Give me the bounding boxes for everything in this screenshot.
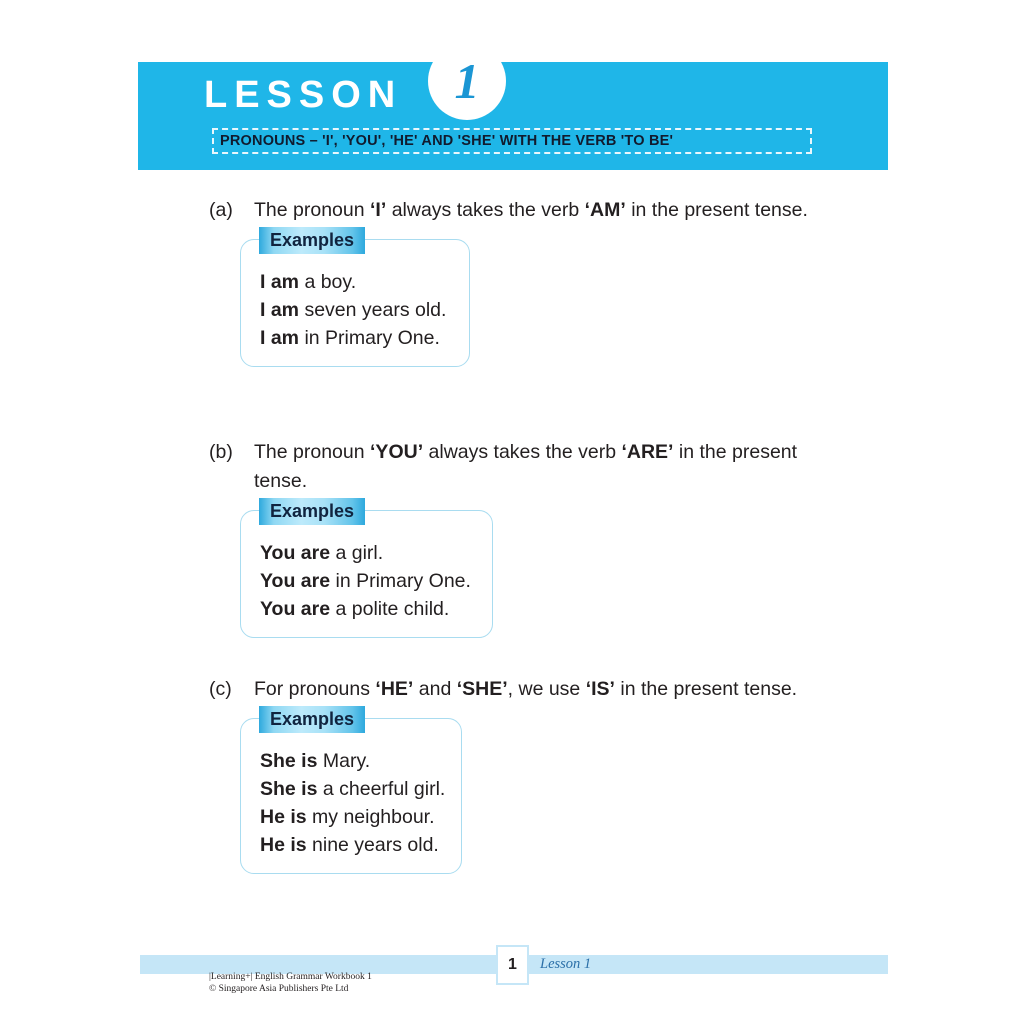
example-line: I am in Primary One. [260, 327, 440, 349]
example-line: You are a polite child. [260, 598, 450, 620]
statement-a [209, 196, 849, 225]
statement-label-a: (a) [209, 199, 233, 221]
statement-b [209, 438, 849, 496]
lesson-banner [138, 53, 888, 170]
statement-label-c: (c) [209, 678, 232, 700]
footer-lesson-label: Lesson 1 [540, 956, 592, 972]
lesson-number-badge [428, 42, 506, 120]
example-line: I am a boy. [260, 271, 357, 293]
examples-wrap-c [240, 709, 849, 874]
footer-credit-line-2: © Singapore Asia Publishers Pte Ltd [209, 983, 349, 994]
examples-tab-c: Examples [259, 706, 365, 733]
lesson-number-text: 1 [454, 53, 480, 109]
footer-credit [209, 972, 372, 995]
statement-text-c: For pronouns ‘HE’ and ‘SHE’, we use ‘IS’ in the present tense. [254, 678, 798, 700]
example-line: You are in Primary One. [260, 570, 471, 592]
page-number: 1 [508, 956, 517, 973]
examples-box-c [240, 718, 462, 874]
example-line: He is my neighbour. [260, 806, 435, 828]
statement-text-a: The pronoun ‘I’ always takes the verb ‘AM’ in the present tense. [254, 199, 808, 221]
examples-wrap-a [240, 230, 849, 367]
statement-text-b: The pronoun ‘YOU’ always takes the verb ‘ARE’ in the present tense. [254, 441, 798, 492]
examples-box-b [240, 510, 493, 638]
page-title: LESSON [204, 74, 403, 116]
footer-credit-line-1: |Learning+| English Grammar Workbook 1 [209, 972, 372, 982]
example-line: She is a cheerful girl. [260, 778, 446, 800]
statement-label-b: (b) [209, 441, 233, 463]
lesson-subtitle: PRONOUNS – 'I', 'YOU', 'HE' AND 'SHE' WITH THE VERB 'TO BE' [220, 133, 674, 149]
example-line: You are a girl. [260, 542, 384, 564]
lesson-subtitle-box [212, 128, 812, 154]
statement-c [209, 675, 849, 704]
section-a [209, 196, 849, 367]
examples-tab-a: Examples [259, 227, 365, 254]
examples-box-a [240, 239, 470, 367]
example-line: He is nine years old. [260, 834, 439, 856]
examples-tab-b: Examples [259, 498, 365, 525]
section-b [209, 438, 849, 638]
example-line: She is Mary. [260, 750, 371, 772]
section-c [209, 675, 849, 874]
example-line: I am seven years old. [260, 299, 447, 321]
page-number-box [496, 945, 529, 985]
examples-wrap-b [240, 501, 849, 638]
